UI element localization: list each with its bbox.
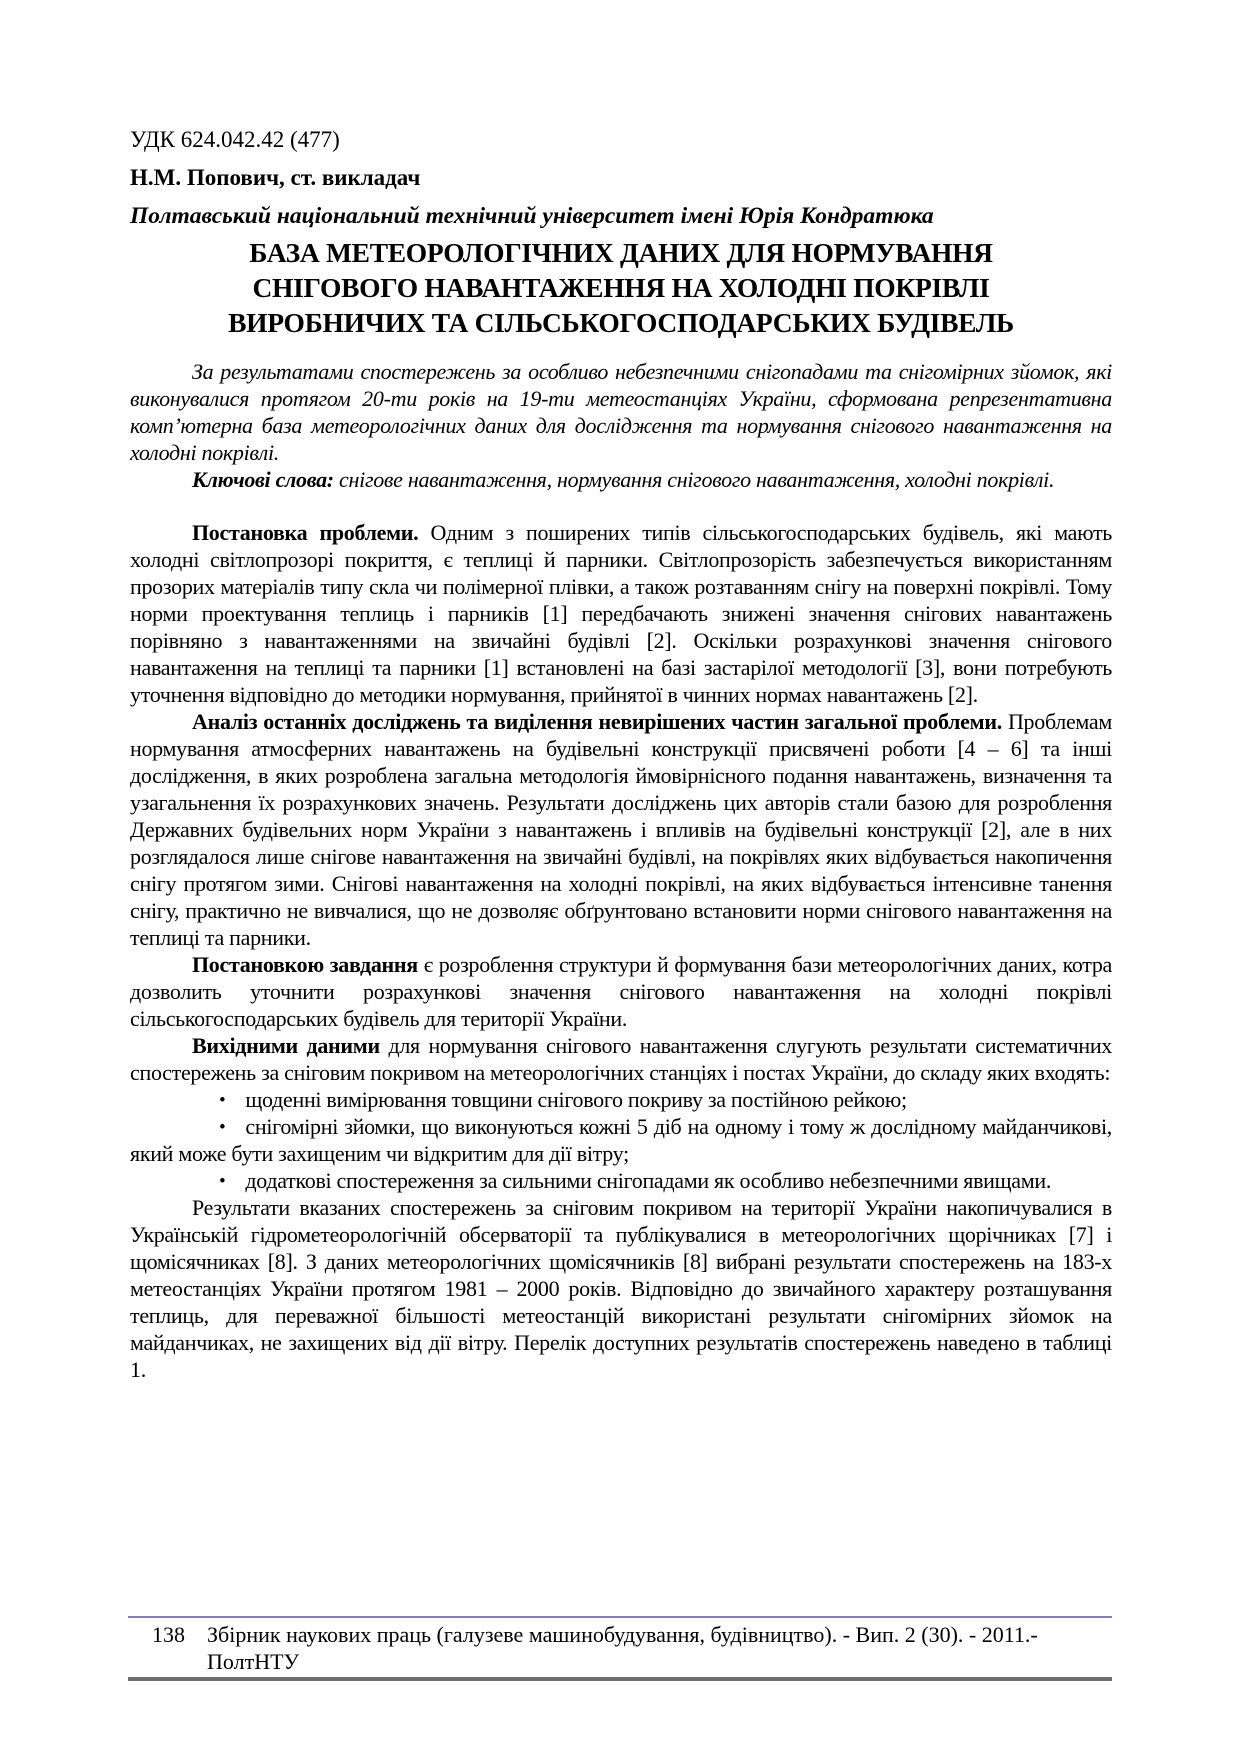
bullet-text: снігомірні зйомки, що виконуються кожні 5 діб на одному і тому ж дослідному майданчикові, який може бути захищеним чи відкритим для дії вітру;: [130, 1114, 1112, 1166]
abstract-paragraph: За результатами спостережень за особливо небезпечними снігопадами та снігомірних зйомок, які виконувалися протягом 20-ти років на 19-ти метеостанціях України, сформована репрезентативна комп’ютерна база метеорологічних даних для дослідження та нормування снігового навантаження на холодні покрівлі.: [130, 359, 1112, 465]
bullet-icon: •: [219, 1115, 226, 1138]
paper-title-line-1: БАЗА МЕТЕОРОЛОГІЧНИХ ДАНИХ ДЛЯ НОРМУВАННЯ: [249, 237, 993, 268]
bullet-icon: •: [219, 1088, 226, 1111]
udc-code: УДК 624.042.42 (477): [130, 127, 340, 152]
keywords-label: Ключові слова:: [192, 467, 334, 492]
footer: [128, 1616, 1112, 1681]
paragraph-task-statement: [130, 951, 1112, 1032]
bullet-item-snow-surveys: [130, 1113, 1112, 1167]
paragraph-lead: Аналіз останніх досліджень та виділення невирішених частин загальної проблеми.: [192, 709, 1002, 734]
paragraph-lead: Постановкою завдання: [192, 952, 418, 977]
bullet-text: додаткові спостереження за сильними снігопадами як особливо небезпечними явищами.: [245, 1168, 1052, 1193]
keywords-text: снігове навантаження, нормування снігового навантаження, холодні покрівлі.: [339, 467, 1055, 492]
affiliation-line: Полтавський національний технічний університет імені Юрія Кондратюка: [130, 203, 934, 229]
paragraph-recent-research: [130, 708, 1112, 951]
paragraph-text: є розроблення структури й формування бази метеорологічних даних, котра дозволить уточнити розрахункові значення снігового навантаження на холодні покрівлі сільськогосподарських будівель для території України.: [130, 952, 1113, 1031]
paper-title-line-2: СНІГОВОГО НАВАНТАЖЕННЯ НА ХОЛОДНІ ПОКРІВЛІ: [252, 272, 990, 303]
paragraph-lead: Вихідними даними: [192, 1033, 380, 1058]
article-body: [130, 519, 1112, 1383]
paragraph-text: для нормування снігового навантаження слугують результати систематичних спостережень за сніговим покривом на метеорологічних станціях і постах України, до складу яких входять:: [130, 1033, 1112, 1085]
author-line: Н.М. Попович, ст. викладач: [130, 165, 421, 190]
keywords-paragraph: [130, 466, 1112, 493]
paper-title-line-3: ВИРОБНИЧИХ ТА СІЛЬСЬКОГОСПОДАРСЬКИХ БУДІВЕЛЬ: [228, 307, 1014, 338]
bullet-text: щоденні вимірювання товщини снігового покриву за постійною рейкою;: [245, 1087, 907, 1112]
paragraph-text: Проблемам нормування атмосферних навантажень на будівельні конструкції присвячені роботи [4 – 6] та інші дослідження, в яких розроблена загальна методологія ймовірнісного подання навантажень, визначення та узагальнення їх розрахункових значень. Результати досліджень цих авторів стали базою для розроблення Державних будівельних норм України з навантажень і впливів на будівельні конструкції [2], але в них розглядалося лише снігове навантаження на звичайні будівлі, на покрівлях яких відбувається накопичення снігу протягом зими. Снігові навантаження на холодні покрівлі, на яких відбувається інтенсивне танення снігу, практично не вивчалися, що не дозволяє обґрунтовано встановити норми снігового навантаження на теплиці та парники.: [130, 709, 1112, 950]
bullet-item-extra-observations: [130, 1167, 1112, 1194]
paper-title: [130, 235, 1112, 340]
paragraph-lead: Постановка проблеми.: [192, 520, 419, 545]
paragraph-source-data: [130, 1032, 1112, 1086]
bullet-icon: •: [219, 1169, 226, 1192]
page-number: 138: [152, 1622, 185, 1647]
article-content: [130, 126, 1112, 1383]
footer-journal-info: Збірник наукових праць (галузеве машинобудування, будівництво). - Вип. 2 (30). - 2011.-ПолтНТУ: [207, 1622, 1038, 1674]
paragraph-observation-results: Результати вказаних спостережень за сніговим покривом на території України накопичувалися в Українській гідрометеорологічній обсерваторії та публікувалися в метеорологічних щорічниках [7] і щомісячниках [8]. З даних метеорологічних щомісячників [8] вибрані результати спостережень на 183-х метеостанціях України протягом 1981 – 2000 років. Відповідно до звичайного характеру розташування теплиць, для переважної більшості метеостанцій використані результати снігомірних зйомок на майданчиках, не захищених від дії вітру. Перелік доступних результатів спостережень наведено в таблиці 1.: [130, 1195, 1112, 1382]
abstract-block: [130, 358, 1112, 493]
paragraph-text: Одним з поширених типів сільськогосподарських будівель, які мають холодні світлопрозорі покриття, є теплиці й парники. Світлопрозорість забезпечується використанням прозорих матеріалів типу скла чи полімерної плівки, а також розтаванням снігу на поверхні покрівлі. Тому норми проектування теплиць і парників [1] передбачають знижені значення снігових навантажень порівняно з навантаженнями на звичайні будівлі [2]. Оскільки розрахункові значення снігового навантаження на теплиці та парники [1] встановлені на базі застарілої методології [3], вони потребують уточнення відповідно до методики нормування, прийнятої в чинних нормах навантажень [2].: [130, 520, 1113, 707]
paragraph-problem-statement: [130, 519, 1112, 708]
bullet-item-daily-measurements: [130, 1086, 1112, 1113]
